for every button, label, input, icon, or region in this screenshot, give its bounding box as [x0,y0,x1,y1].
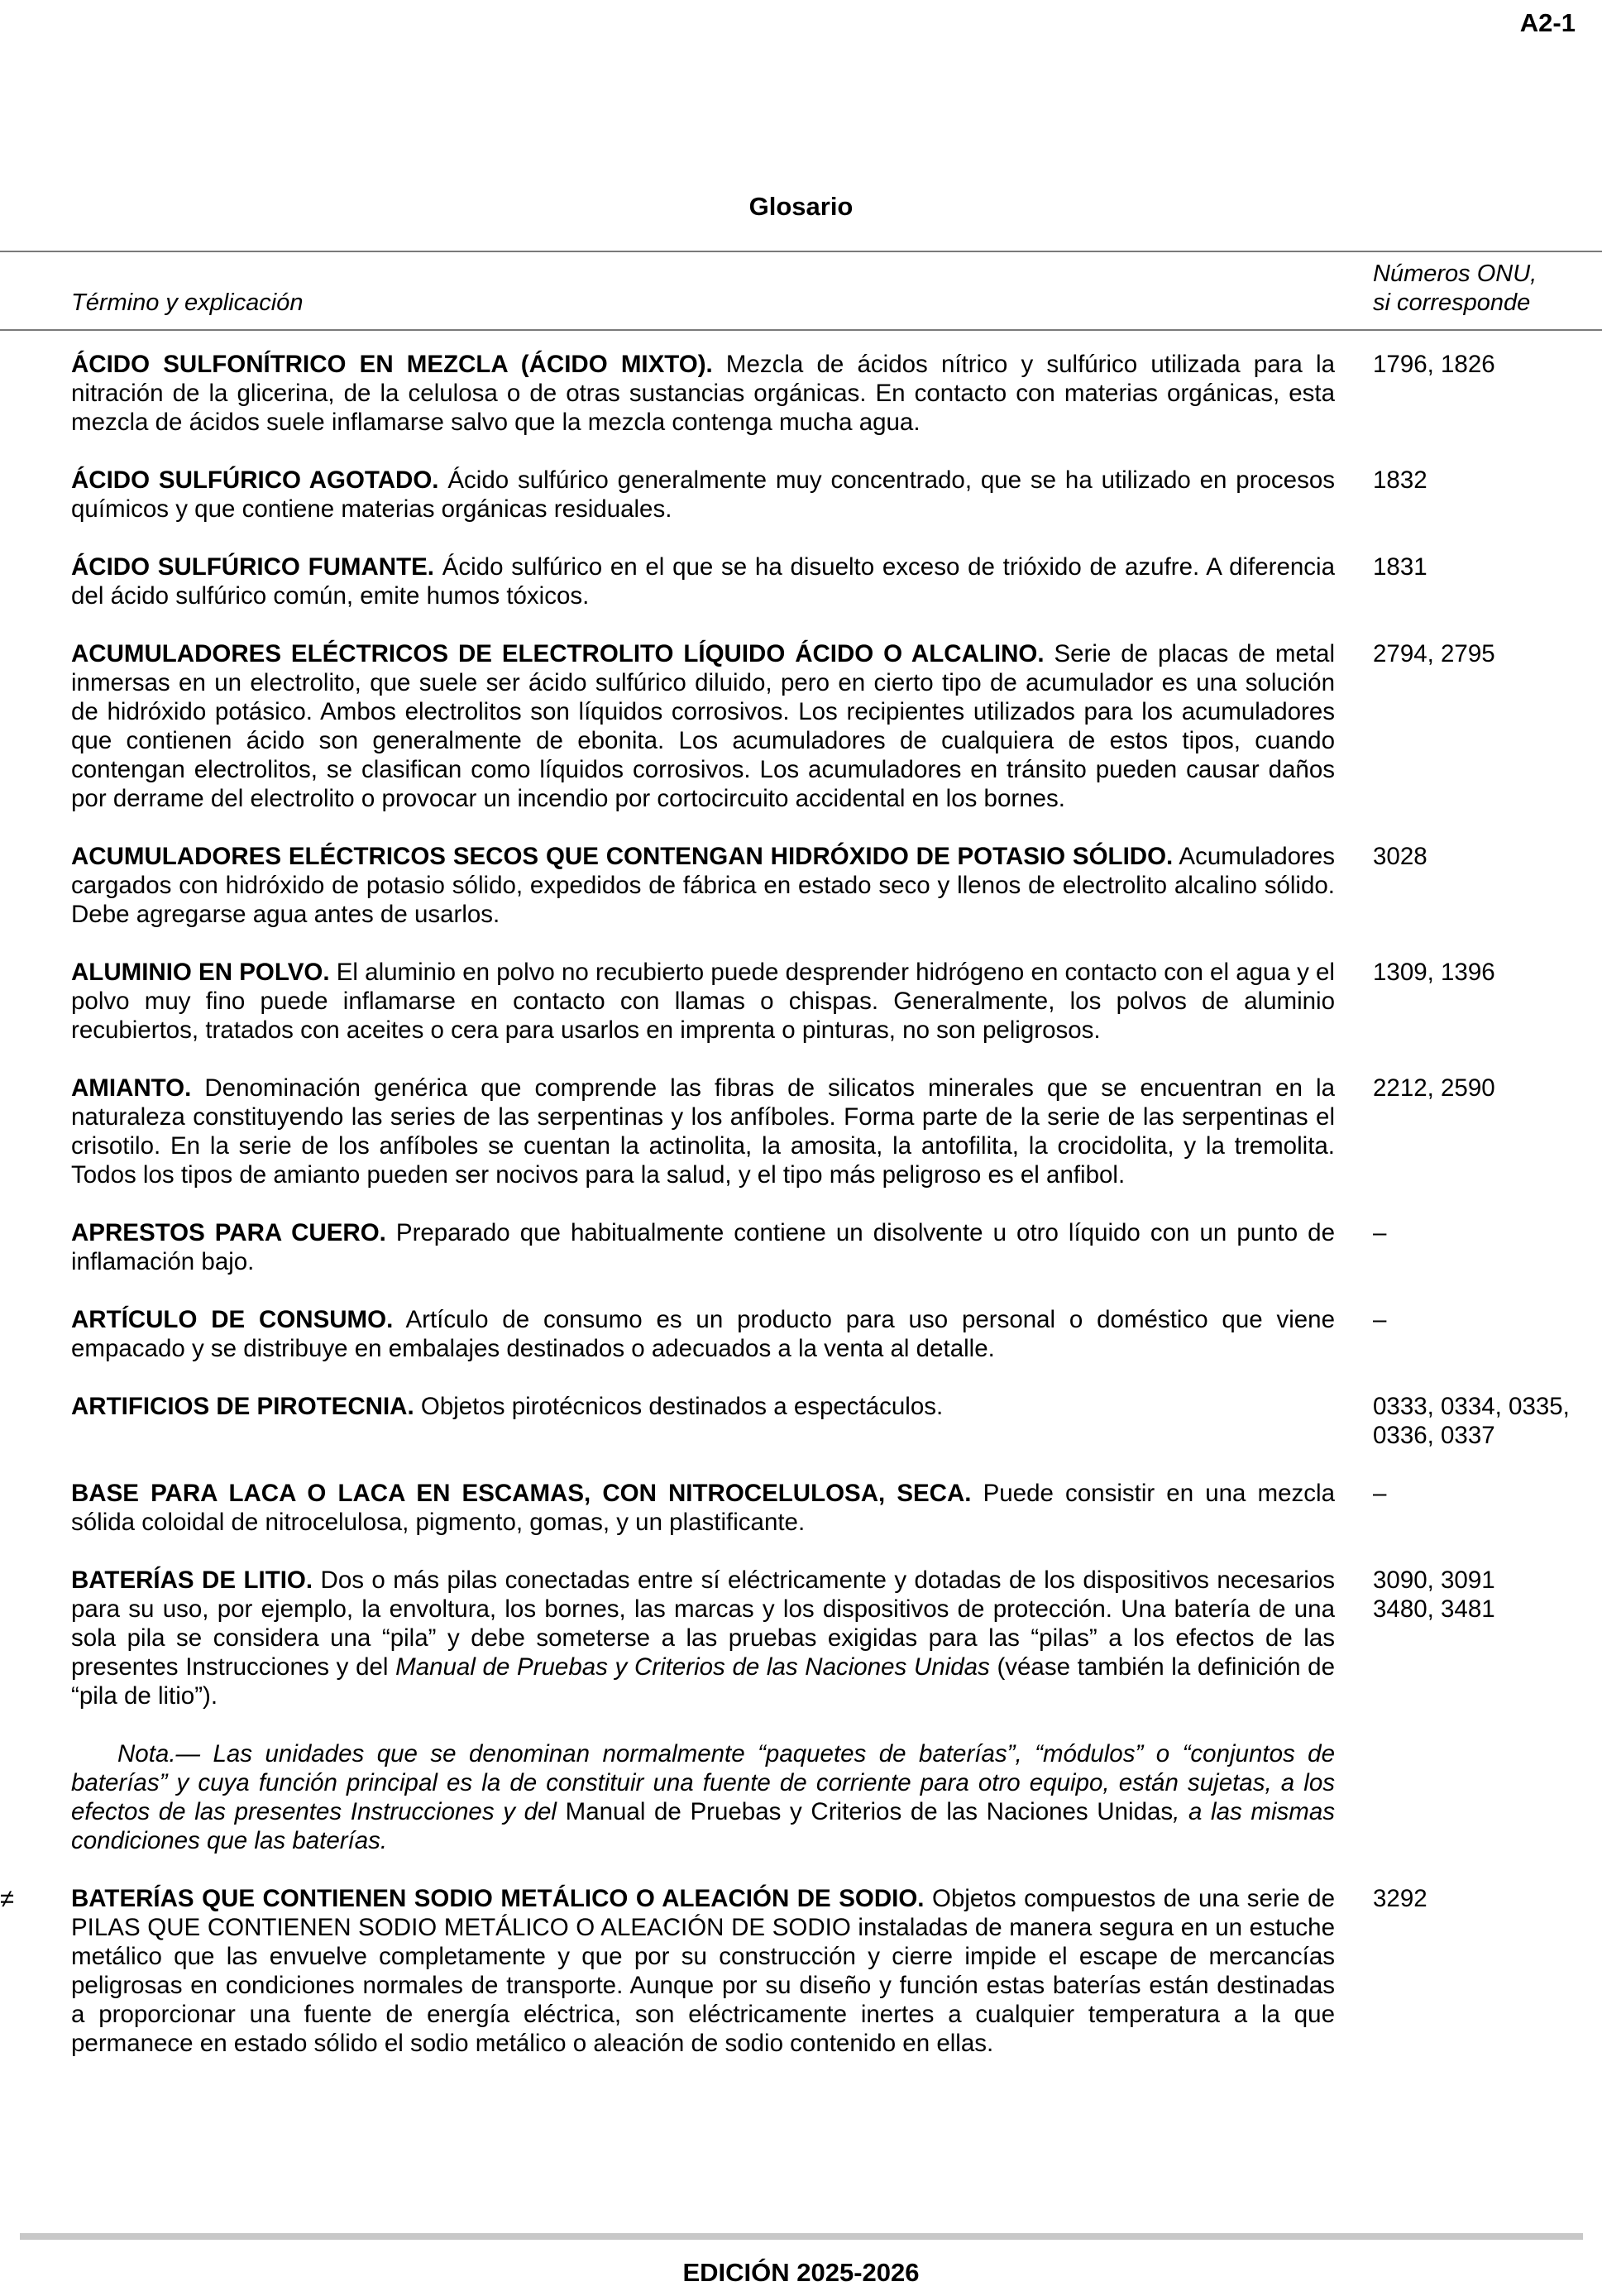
entry-explanation: Serie de placas de metal inmersas en un electrolito, que suele ser ácido sulfúrico diluido, pero en cierto tipo de acumulador es una solución de hidróxido potásico. Ambos electrolitos son líquidos corrosivos. Los recipientes utilizados para los acumuladores que contienen ácido son generalmente de ebonita. Los acumuladores de cualquiera de estos tipos, cuando contengan electrolitos, se clasifican como líquidos corrosivos. Los acumuladores en tránsito pueden causar daños por derrame del electrolito o provocar un incendio por cortocircuito accidental en los bornes. [71,640,1336,812]
entry-explanation: Objetos compuestos de una serie de PILAS QUE CONTIENEN SODIO METÁLICO O ALEACIÓN DE SODIO instaladas de manera segura en un estuche metálico que las envuelve completamente y que por su construcción y cierre impide el escape de mercancías peligrosas en condiciones normales de transporte. Aunque por su diseño y función estas baterías están destinadas a proporcionar una fuente de energía eléctrica, son eléctricamente inertes a cualquier temperatura a la que permanece en estado sólido el sodio metálico o aleación de sodio contenido en ellas. [71,1885,1335,2057]
entry-text [71,1218,1335,1276]
entry-term: ACUMULADORES ELÉCTRICOS SECOS QUE CONTENGAN HIDRÓXIDO DE POTASIO SÓLIDO. [71,843,1174,870]
entry-term: BATERÍAS DE LITIO. [71,1567,313,1594]
glossary-entry [0,1884,1601,2058]
edition-footer: EDICIÓN 2025-2026 [682,2258,920,2287]
glossary-entry [71,350,1601,437]
entry-term: ARTÍCULO DE CONSUMO. [71,1306,394,1333]
note-text-tail: , a las mismas condiciones que las baterías. [71,1798,1335,1854]
glossary-entry [71,552,1601,610]
entry-explanation: Denominación genérica que comprende las fibras de silicatos minerales que se encuentran en la naturaleza constituyendo las series de las serpentinas y los anfíboles. Forma parte de la serie de las serpentinas el crisotilo. En la serie de los anfíboles se cuentan la actinolita, la amosita, la antofilita, la crocidolita, y la tremolita. Todos los tipos de amianto pueden ser nocivos para la salud, y el tipo más peligroso es el anfibol. [71,1074,1335,1189]
entry-text [71,1884,1335,2058]
glossary-entry [71,1566,1601,1710]
amendment-mark: ≠ [0,1884,15,1913]
entry-text [71,639,1335,813]
table-top-rule [0,251,1602,252]
entry-text [71,1305,1335,1363]
entry-un-numbers: 3292 [1373,1885,1427,1912]
glossary-entry [71,842,1601,929]
entry-term: APRESTOS PARA CUERO. [71,1219,386,1246]
entry-term: BATERÍAS QUE CONTIENEN SODIO METÁLICO O ALEACIÓN DE SODIO. [71,1885,925,1912]
entry-term: AMIANTO. [71,1074,192,1102]
table-header-rule [0,329,1602,331]
glossary-entry [71,639,1601,813]
column-header-term: Término y explicación [71,289,304,316]
column-header-un-numbers: Números ONU, si corresponde [1373,261,1537,316]
entry-explanation: Ácido sulfúrico en el que se ha disuelto exceso de trióxido de azufre. A diferencia del ácido sulfúrico común, emite humos tóxicos. [71,553,1335,610]
glossary-entry [71,1305,1601,1363]
entry-text [71,1392,1335,1421]
entry-term: ALUMINIO EN POLVO. [71,959,330,986]
page-number: A2-1 [1519,8,1576,37]
note-reference: Manual de Pruebas y Criterios de las Naciones Unidas [565,1798,1174,1825]
page-title: Glosario [748,192,854,221]
glossary-entry [71,466,1601,524]
entry-explanation: Artículo de consumo es un producto para uso personal o doméstico que viene empacado y se distribuye en embalajes destinados o adecuados a la venta al detalle. [71,1306,1335,1362]
entry-explanation: Puede consistir en una mezcla sólida coloidal de nitrocelulosa, pigmento, gomas, y un plastificante. [71,1480,1335,1536]
entry-un-numbers: 2794, 2795 [1373,640,1495,667]
entry-explanation: Dos o más pilas conectadas entre sí eléctricamente y dotadas de los dispositivos necesarios para su uso, por ejemplo, la envoltura, los bornes, las marcas y los dispositivos de protección. Una batería de una sola pila se considera una “pila” y debe someterse a las pruebas exigidas para las “pilas” a los efectos de las presentes Instrucciones y del [71,1567,1335,1681]
entry-un-numbers: – [1373,1219,1387,1246]
entry-explanation: Preparado que habitualmente contiene un disolvente u otro líquido con un punto de inflamación bajo. [71,1219,1335,1275]
entry-un-numbers: 1309, 1396 [1373,959,1495,986]
glossary-entry [71,1392,1601,1450]
entry-term: ACUMULADORES ELÉCTRICOS DE ELECTROLITO LÍQUIDO ÁCIDO O ALCALINO. [71,640,1045,667]
entry-note [71,1739,1335,1855]
entry-text [71,350,1335,437]
entry-term: ÁCIDO SULFONÍTRICO EN MEZCLA (ÁCIDO MIXTO). [71,351,713,378]
entry-un-numbers: 1832 [1373,466,1427,494]
entry-explanation: Ácido sulfúrico generalmente muy concentrado, que se ha utilizado en procesos químicos y que contiene materias orgánicas residuales. [71,466,1335,523]
note-text: Nota.— Las unidades que se denominan normalmente “paquetes de baterías”, “módulos” o “conjuntos de baterías” y cuya función principal es la de constituir una fuente de corriente para otro equipo, están sujetas, a los efectos de las presentes Instrucciones y del [71,1740,1335,1825]
glossary-entries [0,350,1601,2087]
entry-text [71,552,1335,610]
entry-explanation: El aluminio en polvo no recubierto puede desprender hidrógeno en contacto con el agua y el polvo muy fino puede inflamarse en contacto con llamas o chispas. Generalmente, los polvos de aluminio recubiertos, tratados con aceites o cera para usarlos en imprenta o pinturas, no son peligrosos. [71,959,1335,1044]
entry-un-numbers: – [1373,1480,1387,1507]
entry-text [71,466,1335,524]
glossary-entry [71,1074,1601,1189]
entry-un-numbers: 3090, 3091 3480, 3481 [1373,1567,1495,1623]
entry-text [71,1566,1335,1710]
entry-explanation-tail: (véase también la definición de “pila de litio”). [71,1653,1335,1710]
entry-text [71,842,1335,929]
entry-un-numbers: 0333, 0334, 0335, 0336, 0337 [1373,1393,1570,1449]
glossary-entry [71,1479,1601,1537]
footer-rule [20,2233,1583,2240]
entry-term: ÁCIDO SULFÚRICO AGOTADO. [71,466,439,494]
entry-explanation: Acumuladores cargados con hidróxido de potasio sólido, expedidos de fábrica en estado seco y llenos de electrolito alcalino sólido. Debe agregarse agua antes de usarlos. [71,843,1335,928]
entry-text [71,1479,1335,1537]
entry-un-numbers: – [1373,1306,1387,1333]
entry-un-numbers: 1831 [1373,553,1427,581]
entry-explanation: Mezcla de ácidos nítrico y sulfúrico utilizada para la nitración de la glicerina, de la celulosa o de otras sustancias orgánicas. En contacto con materias orgánicas, esta mezcla de ácidos suele inflamarse salvo que la mezcla contenga mucha agua. [71,351,1335,436]
glossary-entry [71,958,1601,1045]
entry-term: BASE PARA LACA O LACA EN ESCAMAS, CON NITROCELULOSA, SECA. [71,1480,972,1507]
entry-un-numbers: 2212, 2590 [1373,1074,1495,1102]
entry-text [71,958,1335,1045]
entry-italic-reference: Manual de Pruebas y Criterios de las Naciones Unidas [395,1653,990,1681]
entry-term: ARTIFICIOS DE PIROTECNIA. [71,1393,414,1420]
entry-explanation: Objetos pirotécnicos destinados a espectáculos. [414,1393,944,1420]
entry-un-numbers: 3028 [1373,843,1427,870]
entry-un-numbers: 1796, 1826 [1373,351,1495,378]
glossary-entry [71,1218,1601,1276]
entry-text [71,1074,1335,1189]
entry-term: ÁCIDO SULFÚRICO FUMANTE. [71,553,434,581]
